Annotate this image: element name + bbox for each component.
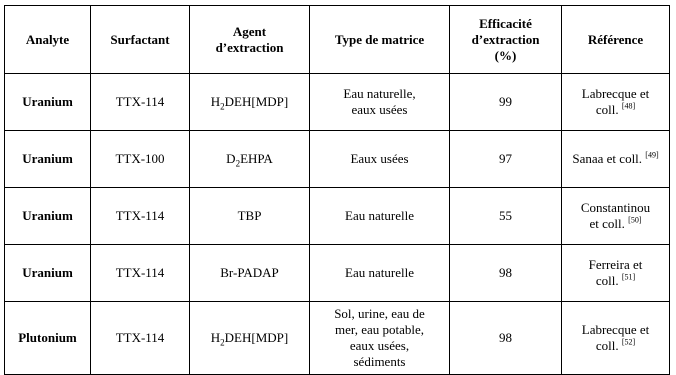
matrix-line: mer, eau potable, — [335, 322, 424, 337]
header-eff-line3: (%) — [494, 47, 517, 63]
cell-reference — [562, 131, 670, 188]
cell-reference — [562, 245, 670, 302]
reference-text: Labrecque et — [581, 86, 650, 101]
cell-surfactant: TTX-114 — [91, 302, 190, 375]
table-row — [5, 245, 670, 302]
reference-text: coll. — [595, 102, 619, 117]
cell-surfactant: TTX-114 — [91, 74, 190, 131]
cell-surfactant: TTX-114 — [91, 245, 190, 302]
cell-agent — [190, 245, 310, 302]
cell-reference — [562, 302, 670, 375]
matrix-line: eaux usées, — [349, 338, 410, 353]
reference-text: Sanaa et coll. — [572, 151, 643, 166]
cell-analyte: Uranium — [5, 74, 91, 131]
header-eff-line1: Efficacité — [479, 15, 532, 31]
cell-matrix — [310, 188, 450, 245]
cell-efficiency: 55 — [450, 188, 562, 245]
reference-text: Constantinou — [580, 200, 651, 215]
reference-number: [51] — [621, 272, 636, 282]
header-row — [5, 6, 670, 74]
agent-subscript: 2 — [220, 337, 225, 348]
cell-surfactant: TTX-114 — [91, 188, 190, 245]
matrix-line: Sol, urine, eau de — [334, 306, 425, 321]
cell-efficiency: 99 — [450, 74, 562, 131]
header-agent-line2: d’extraction — [215, 39, 284, 55]
reference-number: [52] — [621, 337, 636, 347]
cell-reference — [562, 188, 670, 245]
reference-number: [50] — [628, 215, 642, 225]
cell-agent — [190, 131, 310, 188]
matrix-line: Eaux usées — [350, 151, 409, 166]
agent-prefix: TBP — [237, 208, 262, 223]
table-row — [5, 188, 670, 245]
reference-number: [48] — [621, 101, 636, 111]
cell-matrix — [310, 245, 450, 302]
cell-efficiency: 98 — [450, 302, 562, 375]
agent-prefix: H — [210, 94, 221, 109]
matrix-line: eaux usées — [351, 102, 408, 117]
header-agent — [190, 6, 310, 74]
agent-suffix: DEH[MDP] — [224, 330, 289, 345]
agent-prefix: Br-PADAP — [220, 265, 279, 280]
table-row — [5, 131, 670, 188]
cell-matrix — [310, 302, 450, 375]
cell-analyte: Plutonium — [5, 302, 91, 375]
agent-prefix: H — [210, 330, 221, 345]
matrix-line: Eau naturelle — [345, 265, 414, 280]
cell-surfactant: TTX-100 — [91, 131, 190, 188]
reference-text: Labrecque et — [581, 322, 650, 337]
matrix-line: sédiments — [353, 354, 406, 369]
reference-text: coll. — [595, 273, 619, 288]
reference-text: Ferreira et — [588, 257, 643, 272]
agent-suffix: EHPA — [240, 151, 273, 166]
cell-analyte: Uranium — [5, 245, 91, 302]
matrix-line: Eau naturelle, — [343, 86, 416, 101]
cell-analyte: Uranium — [5, 188, 91, 245]
cell-matrix — [310, 131, 450, 188]
agent-suffix: DEH[MDP] — [224, 94, 289, 109]
reference-text: coll. — [595, 338, 619, 353]
cell-reference — [562, 74, 670, 131]
header-efficiency — [450, 6, 562, 74]
table-row — [5, 302, 670, 375]
cell-efficiency: 97 — [450, 131, 562, 188]
extraction-table — [4, 5, 670, 375]
reference-number: [49] — [645, 150, 659, 160]
agent-subscript: 2 — [220, 101, 225, 112]
cell-agent — [190, 74, 310, 131]
header-matrix: Type de matrice — [310, 6, 450, 74]
header-analyte: Analyte — [5, 6, 91, 74]
header-reference: Référence — [562, 6, 670, 74]
cell-agent — [190, 302, 310, 375]
table-row — [5, 74, 670, 131]
table-body — [5, 74, 670, 375]
cell-matrix — [310, 74, 450, 131]
cell-efficiency: 98 — [450, 245, 562, 302]
matrix-line: Eau naturelle — [345, 208, 414, 223]
reference-text: et coll. — [589, 216, 625, 231]
header-surfactant: Surfactant — [91, 6, 190, 74]
agent-prefix: D — [226, 151, 236, 166]
header-agent-line1: Agent — [232, 23, 267, 39]
cell-agent — [190, 188, 310, 245]
header-eff-line2: d’extraction — [471, 31, 540, 47]
cell-analyte: Uranium — [5, 131, 91, 188]
agent-subscript: 2 — [235, 158, 241, 169]
